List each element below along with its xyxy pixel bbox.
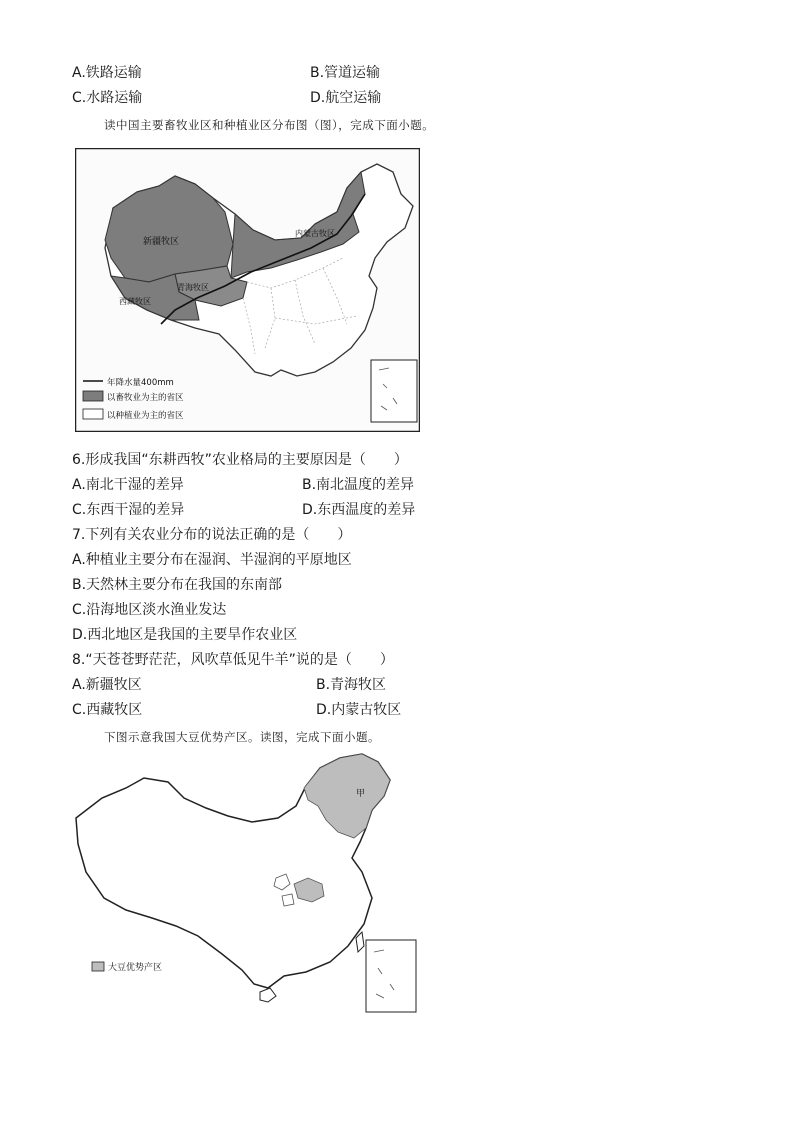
- q5-option-d: D.航空运输: [310, 90, 382, 106]
- q8-option-b: B.青海牧区: [316, 677, 387, 693]
- label-neimenggu: 内蒙古牧区: [295, 229, 335, 238]
- map2-intro: 下图示意我国大豆优势产区。读图，完成下面小题。: [104, 730, 380, 744]
- q6-stem: 6.形成我国“东耕西牧”农业格局的主要原因是（ ）: [72, 452, 408, 468]
- map2-svg: [72, 748, 422, 1014]
- q7-option-b: B.天然林主要分布在我国的东南部: [72, 577, 283, 593]
- soybean-patch-3: [282, 894, 294, 906]
- legend-pastoral-label: 以畜牧业为主的省区: [107, 393, 184, 403]
- map2-inset: [366, 940, 416, 1012]
- legend-soy-label: 大豆优势产区: [108, 963, 163, 973]
- map1-svg: [75, 148, 420, 432]
- q7-option-d: D.西北地区是我国的主要旱作农业区: [72, 627, 298, 643]
- taiwan-island: [356, 932, 364, 952]
- q5-option-a: A.铁路运输: [72, 65, 142, 81]
- legend-pastoral-swatch: [83, 391, 103, 401]
- q5-option-b: B.管道运输: [310, 65, 381, 81]
- legend-planting-swatch: [83, 409, 103, 419]
- hainan-island: [260, 988, 276, 1002]
- q6-option-d: D.东西温度的差异: [302, 502, 416, 518]
- q8-option-c: C.西藏牧区: [72, 702, 143, 718]
- q5-option-c: C.水路运输: [72, 90, 143, 106]
- q7-option-c: C.沿海地区淡水渔业发达: [72, 602, 227, 618]
- label-xizang: 西藏牧区: [119, 297, 151, 306]
- map1-figure: [75, 148, 420, 432]
- q8-option-d: D.内蒙古牧区: [316, 702, 402, 718]
- q7-option-a: A.种植业主要分布在湿润、半湿润的平原地区: [72, 552, 352, 568]
- label-qinghai: 青海牧区: [177, 283, 209, 292]
- region-label-jia: 甲: [356, 789, 366, 799]
- q6-option-b: B.南北温度的差异: [302, 477, 415, 493]
- legend-soy-swatch: [92, 962, 104, 971]
- label-xinjiang: 新疆牧区: [143, 237, 180, 247]
- map1-inset: [371, 360, 417, 422]
- q6-option-c: C.东西干湿的差异: [72, 502, 185, 518]
- q7-stem: 7.下列有关农业分布的说法正确的是（ ）: [72, 527, 352, 543]
- map1-intro: 读中国主要畜牧业区和种植业区分布图（图），完成下面小题。: [104, 118, 435, 132]
- q6-option-a: A.南北干湿的差异: [72, 477, 184, 493]
- legend-line-label: 年降水量400mm: [107, 378, 174, 388]
- q8-option-a: A.新疆牧区: [72, 677, 142, 693]
- legend-planting-label: 以种植业为主的省区: [107, 411, 184, 421]
- q8-stem: 8.“天苍苍野茫茫，风吹草低见牛羊”说的是（ ）: [72, 652, 394, 668]
- map2-figure: [72, 748, 422, 1014]
